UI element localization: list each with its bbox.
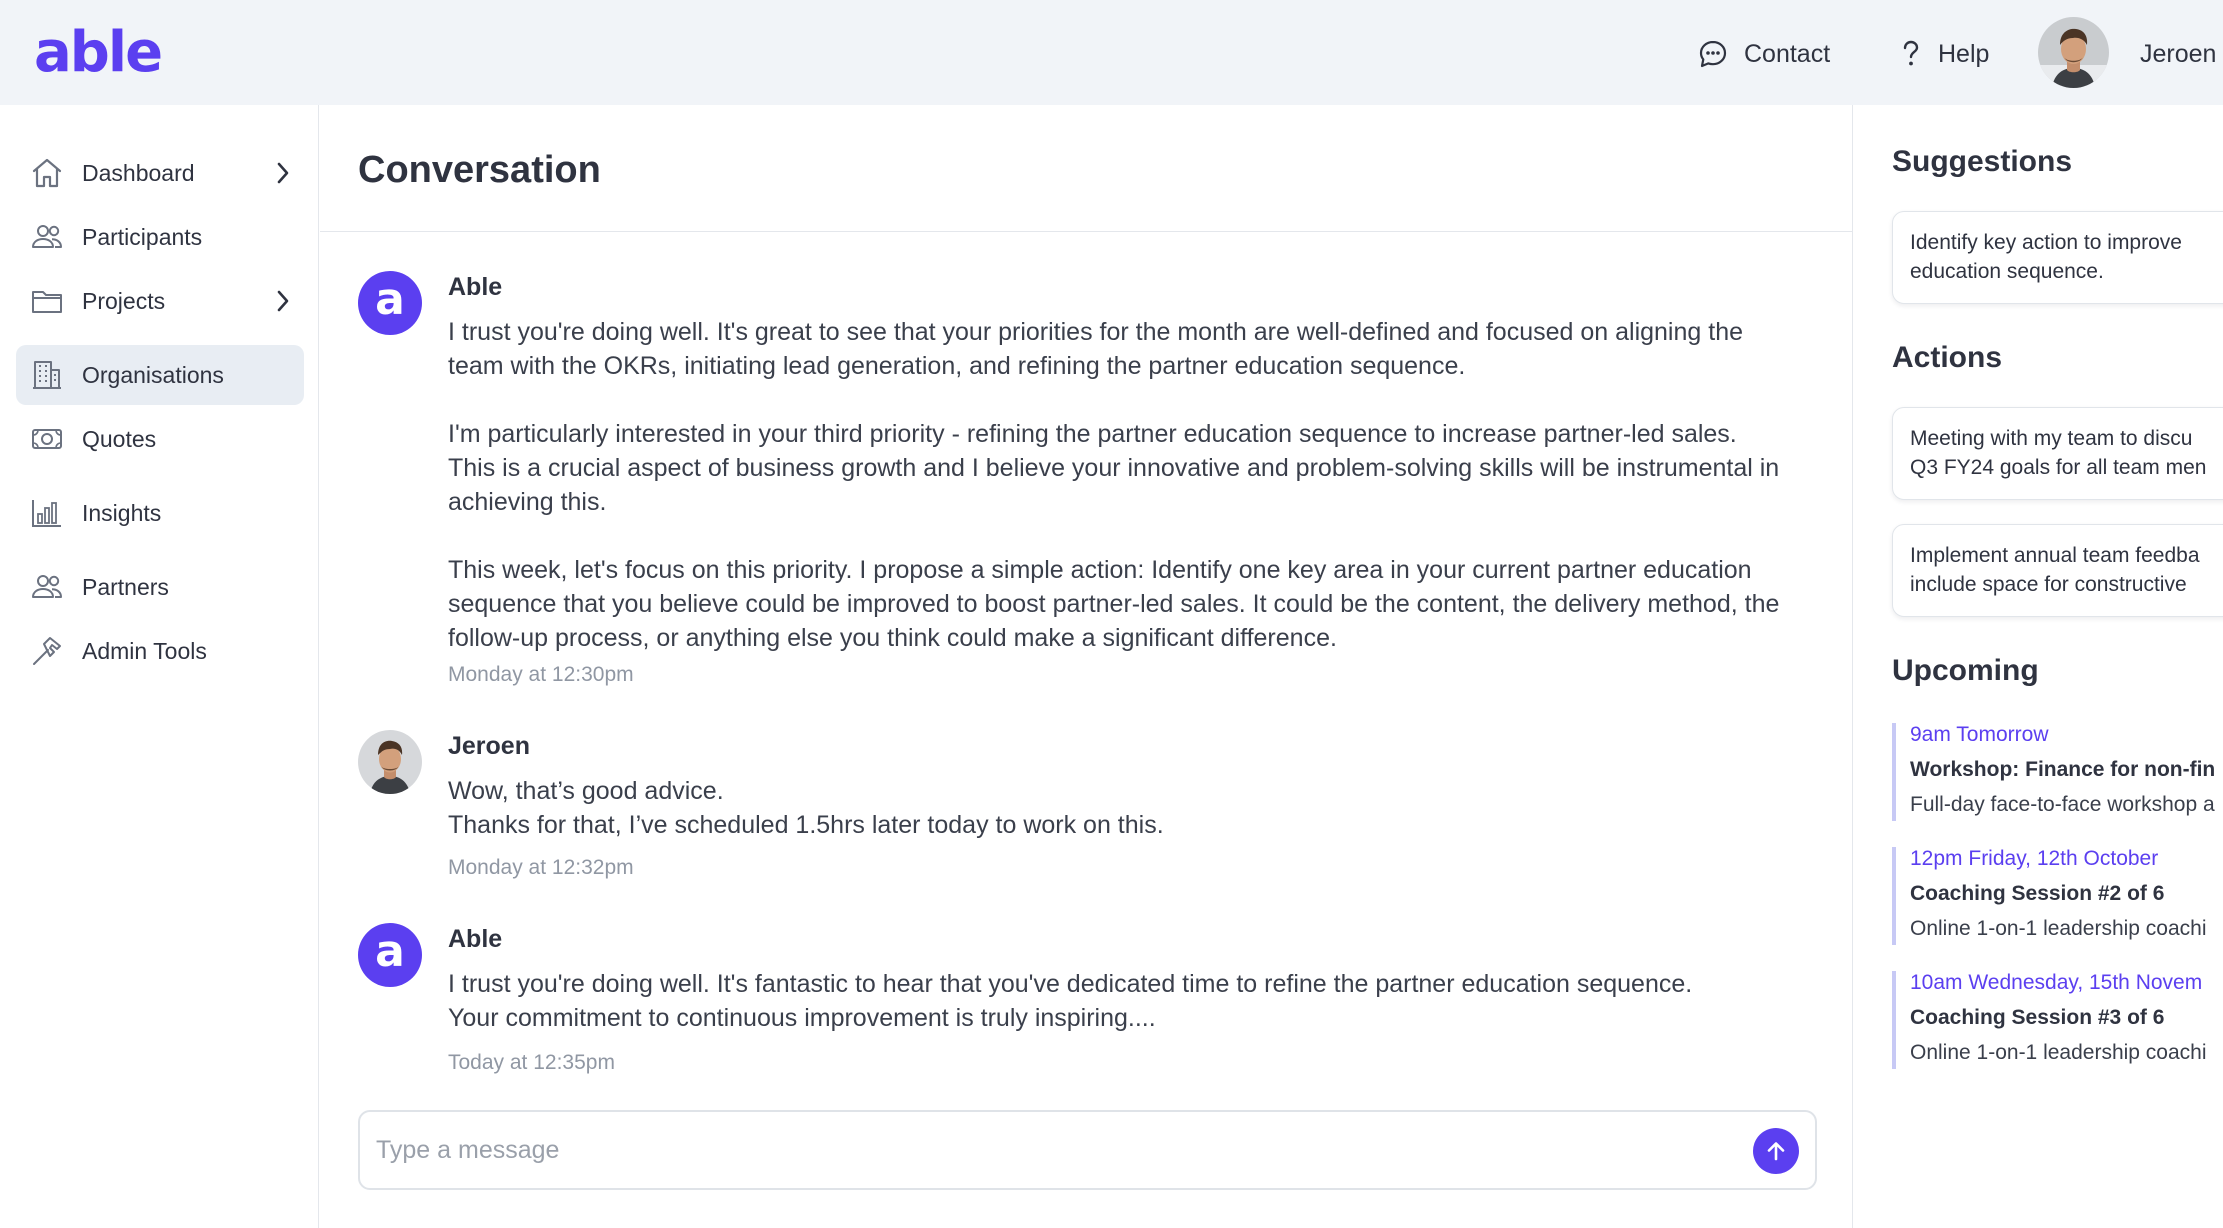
message-timestamp: Monday at 12:30pm	[448, 663, 634, 686]
sidebar-item-insights[interactable]	[16, 483, 304, 543]
able-avatar: a	[358, 923, 422, 987]
sidebar-item-label: Admin Tools	[82, 637, 207, 664]
divider	[320, 231, 1853, 232]
folder-icon	[30, 284, 64, 318]
action-card[interactable]	[1892, 407, 2223, 500]
message-item	[358, 923, 1818, 1093]
event-description: Full-day face-to-face workshop a	[1910, 793, 2215, 816]
message-timestamp: Today at 12:35pm	[448, 1051, 615, 1074]
card-text-line: Meeting with my team to discu	[1910, 427, 2193, 450]
sidebar-item-label: Participants	[82, 223, 203, 250]
message-paragraph: I trust you're doing well. It's great to see that your priorities for the month are well-defined and focused on aligning the team with the OKRs, initiating lead generation, and refining the partner education sequence.	[448, 318, 1743, 380]
event-title: Coaching Session #3 of 6	[1910, 1006, 2165, 1029]
event-description: Online 1-on-1 leadership coachi	[1910, 1041, 2207, 1064]
upcoming-event[interactable]	[1892, 847, 2223, 945]
able-logo[interactable]: able	[34, 20, 162, 85]
sidebar-item-label: Quotes	[82, 425, 157, 452]
money-icon	[30, 422, 64, 456]
right-panel	[1854, 105, 2223, 1228]
actions-heading: Actions	[1892, 341, 2003, 374]
event-time: 12pm Friday, 12th October	[1910, 847, 2159, 870]
message-item	[358, 730, 1818, 900]
card-text-line: Identify key action to improve	[1910, 231, 2182, 254]
upcoming-event[interactable]	[1892, 723, 2223, 821]
arrow-up-icon	[1764, 1139, 1788, 1163]
contact-link[interactable]	[1698, 34, 1830, 74]
hammer-icon	[30, 634, 64, 668]
message-composer	[358, 1110, 1817, 1190]
user-name[interactable]: Jeroen	[2140, 40, 2217, 68]
message-body	[448, 967, 1708, 1035]
help-label: Help	[1938, 39, 1990, 68]
sidebar-item-label: Partners	[82, 573, 169, 600]
message-input[interactable]	[376, 1126, 1716, 1174]
chat-bubble-icon	[1698, 39, 1728, 69]
sidebar-item-label: Projects	[82, 287, 166, 314]
sidebar-item-participants[interactable]	[16, 207, 304, 267]
chevron-right-icon[interactable]	[276, 289, 290, 319]
message-paragraph: I trust you're doing well. It's fantastic to hear that you've dedicated time to refine the partner education sequence. Your commitment to continuous improvement is truly inspiring....	[448, 970, 1693, 1032]
message-paragraph: This week, let's focus on this priority. I propose a simple action: Identify one key area in your current partner education sequence that you believe could be improved to boost partner-led sales. It could be the content, the delivery method, the follow-up process, or anything else you think could make a significant difference.	[448, 556, 1780, 652]
sidebar	[0, 105, 319, 1228]
message-line: Thanks for that, I’ve scheduled 1.5hrs later today to work on this.	[448, 811, 1164, 839]
message-paragraph: I'm particularly interested in your third priority - refining the partner education sequence to increase partner-led sales. This is a crucial aspect of business growth and I believe your innovative and problem-solving skills will be instrumental in achieving this.	[448, 420, 1780, 516]
question-mark-icon	[1900, 39, 1922, 69]
card-text-line: education sequence.	[1910, 260, 2104, 283]
help-link[interactable]	[1900, 34, 1989, 74]
sidebar-item-dashboard[interactable]	[16, 143, 304, 203]
message-author: Jeroen	[448, 732, 530, 760]
sidebar-item-organisations[interactable]	[16, 345, 304, 405]
able-avatar: a	[358, 271, 422, 335]
top-header	[0, 0, 2223, 105]
contact-label: Contact	[1744, 39, 1831, 68]
message-body	[448, 315, 1788, 655]
sidebar-item-quotes[interactable]	[16, 409, 304, 469]
page-title: Conversation	[358, 149, 601, 191]
upcoming-heading: Upcoming	[1892, 654, 2039, 687]
event-description: Online 1-on-1 leadership coachi	[1910, 917, 2207, 940]
event-title: Workshop: Finance for non-fin	[1910, 758, 2216, 781]
upcoming-event[interactable]	[1892, 971, 2223, 1069]
suggestion-card[interactable]	[1892, 211, 2223, 304]
sidebar-item-label: Dashboard	[82, 159, 195, 186]
message-line: Wow, that’s good advice.	[448, 777, 724, 805]
message-author: Able	[448, 925, 503, 953]
bar-chart-icon	[30, 496, 64, 530]
jeroen-avatar	[358, 730, 422, 794]
user-avatar[interactable]	[2038, 17, 2109, 88]
card-text-line: include space for constructive	[1910, 573, 2187, 596]
action-card[interactable]	[1892, 524, 2223, 617]
sidebar-item-label: Insights	[82, 499, 162, 526]
card-text-line: Implement annual team feedba	[1910, 544, 2200, 567]
message-body	[448, 774, 1788, 842]
event-time: 10am Wednesday, 15th Novem	[1910, 971, 2203, 994]
message-author: Able	[448, 273, 503, 301]
sidebar-item-partners[interactable]	[16, 557, 304, 617]
building-icon	[30, 358, 64, 392]
suggestions-heading: Suggestions	[1892, 145, 2073, 178]
message-timestamp: Monday at 12:32pm	[448, 856, 634, 879]
sidebar-item-projects[interactable]	[16, 271, 304, 331]
chevron-right-icon[interactable]	[276, 161, 290, 191]
users-icon	[30, 220, 64, 254]
card-text-line: Q3 FY24 goals for all team men	[1910, 456, 2207, 479]
event-time: 9am Tomorrow	[1910, 723, 2049, 746]
sidebar-item-label: Organisations	[82, 361, 224, 388]
sidebar-item-admin-tools[interactable]	[16, 621, 304, 681]
message-item	[358, 271, 1818, 711]
send-button[interactable]	[1753, 1128, 1799, 1174]
users-icon	[30, 570, 64, 604]
home-icon	[30, 156, 64, 190]
event-title: Coaching Session #2 of 6	[1910, 882, 2165, 905]
conversation-panel	[320, 105, 1853, 1228]
